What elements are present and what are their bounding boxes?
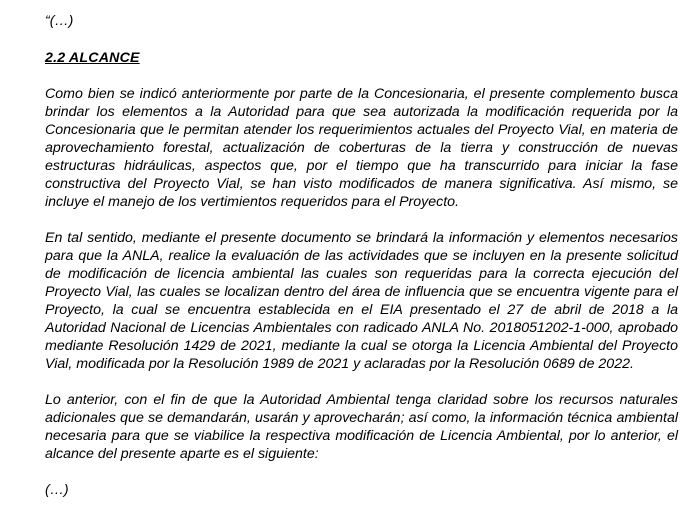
opening-quote-ellipsis: “(…) [45, 13, 74, 29]
paragraph-2: En tal sentido, mediante el presente documento se brindará la información y elementos necesarios para que la ANLA, realice la evaluación de las actividades que se incluyen en la presente solicitud de modificación de licencia ambiental las cuales son requeridas para la correcta ejecución del Proyecto Vial, las cuales se localizan dentro del área de influencia que se encuentra vigente para el Proyecto, la cual se encuentra establecida en el EIA presentado el 27 de abril de 2018 a la Autoridad Nacional de Licencias Ambientales con radicado ANLA No. 2018051202-1-000, aprobado mediante Resolución 1429 de 2021, mediante la cual se otorga la Licencia Ambiental del Proyecto Vial, modificada por la Resolución 1989 de 2021 y aclaradas por la Resolución 0689 de 2022. [45, 230, 678, 372]
paragraph-3: Lo anterior, con el fin de que la Autoridad Ambiental tenga claridad sobre los recursos naturales adicionales que se demandarán, usarán y aprovecharán; así como, la información técnica ambiental necesaria para que se viabilice la respectiva modificación de Licencia Ambiental, por lo anterior, el alcance del presente aparte es el siguiente: [45, 392, 678, 462]
closing-ellipsis: (…) [45, 482, 69, 498]
section-heading: 2.2 ALCANCE [45, 50, 140, 66]
paragraph-1: Como bien se indicó anteriormente por parte de la Concesionaria, el presente complemento busca brindar los elementos a la Autoridad para que sea autorizada la modificación requerida por la Concesionaria que le permitan atender los requerimientos actuales del Proyecto Vial, en materia de aprovechamiento forestal, actualización de coberturas de la tierra y construcción de nuevas estructuras hidráulicas, aspectos que, por el tiempo que ha transcurrido para iniciar la fase constructiva del Proyecto Vial, se han visto modificados de manera significativa. Así mismo, se incluye el manejo de los vertimientos requeridos para el Proyecto. [45, 86, 678, 210]
